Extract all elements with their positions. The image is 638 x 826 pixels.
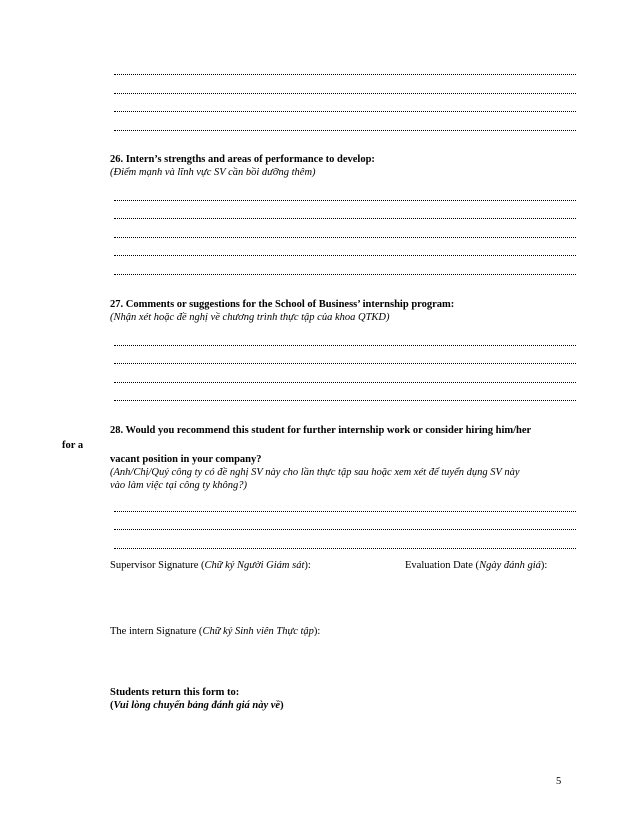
intern-signature-end: ): (313, 626, 321, 637)
answer-line (114, 130, 576, 131)
return-open-paren: ( (110, 700, 114, 711)
answer-line (114, 93, 576, 94)
answer-line (114, 511, 576, 512)
question-26-heading: 26. Intern’s strengths and areas of performance to develop: (110, 154, 375, 165)
answer-line (114, 363, 576, 364)
question-27-heading: 27. Comments or suggestions for the School of Business’ internship program: (110, 299, 455, 310)
page-number: 5 (556, 776, 562, 787)
intern-signature-text: The intern Signature ( (110, 626, 203, 637)
answer-line (114, 255, 576, 256)
return-instructions-line1: Students return this form to: (110, 687, 240, 698)
answer-line (114, 218, 576, 219)
answer-line (114, 74, 576, 75)
supervisor-signature-viet: Chữ ký Người Giám sát (204, 560, 305, 571)
question-27-subtitle: (Nhận xét hoặc đề nghị về chương trình thực tập của khoa QTKD) (110, 312, 390, 323)
return-instructions-viet: Vui lòng chuyển bảng đánh giá này về (113, 700, 281, 711)
supervisor-signature-label (110, 559, 311, 572)
supervisor-signature-end: ): (304, 560, 311, 571)
intern-signature-label (110, 625, 320, 638)
return-instructions-line2 (110, 699, 284, 712)
answer-line (114, 237, 576, 238)
answer-line (114, 382, 576, 383)
question-28-heading-wrap: for a (62, 440, 84, 451)
question-26-subtitle: (Điểm mạnh và lĩnh vực SV cần bồi dưỡng thêm) (110, 167, 316, 178)
question-28-heading: 28. Would you recommend this student for further internship work or consider hiring him/her (110, 425, 532, 436)
answer-line (114, 274, 576, 275)
return-close-paren: ) (280, 700, 284, 711)
answer-line (114, 111, 576, 112)
answer-line (114, 548, 576, 549)
evaluation-date-end: ): (540, 560, 548, 571)
supervisor-signature-text: Supervisor Signature ( (110, 560, 205, 571)
answer-line (114, 400, 576, 401)
answer-line (114, 200, 576, 201)
question-28-subtitle-line2: vào làm việc tại công ty không?) (110, 480, 248, 491)
evaluation-date-viet: Ngày đánh giá (479, 560, 541, 571)
evaluation-date-label (405, 559, 547, 572)
question-28-subtitle-line1: (Anh/Chị/Quý công ty có đề nghị SV này cho lần thực tập sau hoặc xem xét để tuyển dụng SV này (110, 467, 520, 478)
question-28-heading-continued: vacant position in your company? (110, 454, 262, 465)
intern-signature-viet: Chữ ký Sinh viên Thực tập (202, 626, 314, 637)
answer-line (114, 345, 576, 346)
answer-line (114, 529, 576, 530)
evaluation-date-text: Evaluation Date ( (405, 560, 480, 571)
